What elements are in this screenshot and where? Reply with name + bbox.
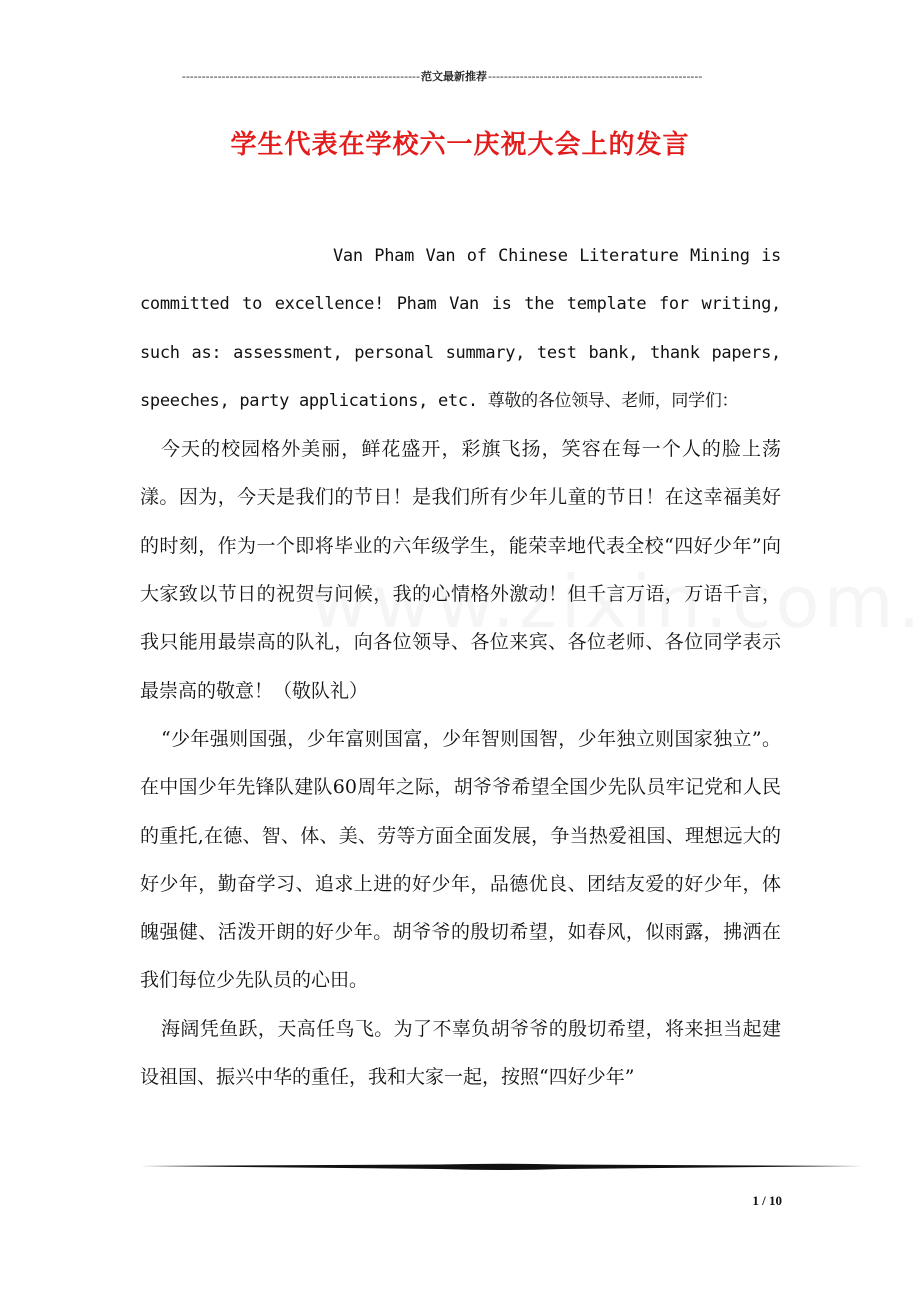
footer-rule <box>140 1160 863 1174</box>
page-header <box>140 66 768 86</box>
paragraph: 海阔凭鱼跃，天高任鸟飞。为了不辜负胡爷爷的殷切希望，将来担当起建设祖国、振兴中华的重任，我和大家一起，按照“四好少年” <box>140 1017 781 1089</box>
header-dashes-left: ------------------------------------------------------------ <box>181 69 420 83</box>
header-label: 范文最新推荐 <box>421 70 487 83</box>
paragraph: “少年强则国强，少年富则国富，少年智则国智，少年独立则国家独立”。在中国少年先锋队建队60周年之际，胡爷爷希望全国少先队员牢记党和人民的重托,在德、智、体、美、劳等方面全面发展，争当热爱祖国、理想远大的好少年，勤奋学习、追求上进的好少年，品德优良、团结友爱的好少年，体魄强健、活泼开朗的好少年。胡爷爷的殷切希望，如春风，似雨露，拂洒在我们每位少先队员的心田。 <box>140 727 781 992</box>
page-number: 1 / 10 <box>752 1193 782 1208</box>
document-body <box>140 232 781 1101</box>
header-dashes-right: ------------------------------------------------------ <box>488 69 703 83</box>
document-title: 学生代表在学校六一庆祝大会上的发言 <box>230 130 690 160</box>
paragraph: 今天的校园格外美丽，鲜花盛开，彩旗飞扬，笑容在每一个人的脸上荡漾。因为，今天是我们的节日！是我们所有少年儿童的节日！在这幸福美好的时刻，作为一个即将毕业的六年级学生，能荣幸地代表全校“四好少年”向大家致以节日的祝贺与问候，我的心情格外激动！但千言万语，万语千言，我只能用最崇高的队礼，向各位领导、各位来宾、各位老师、各位同学表示最崇高的敬意！（敬队礼） <box>140 438 781 702</box>
paragraph-intro: Van Pham Van of Chinese Literature Mining is committed to excellence! Pham Van is the template for writing, such as: assessment, personal summary, test bank, thank papers, speeches, party applications, etc. 尊敬的各位领导、老师，同学们： <box>140 246 781 411</box>
